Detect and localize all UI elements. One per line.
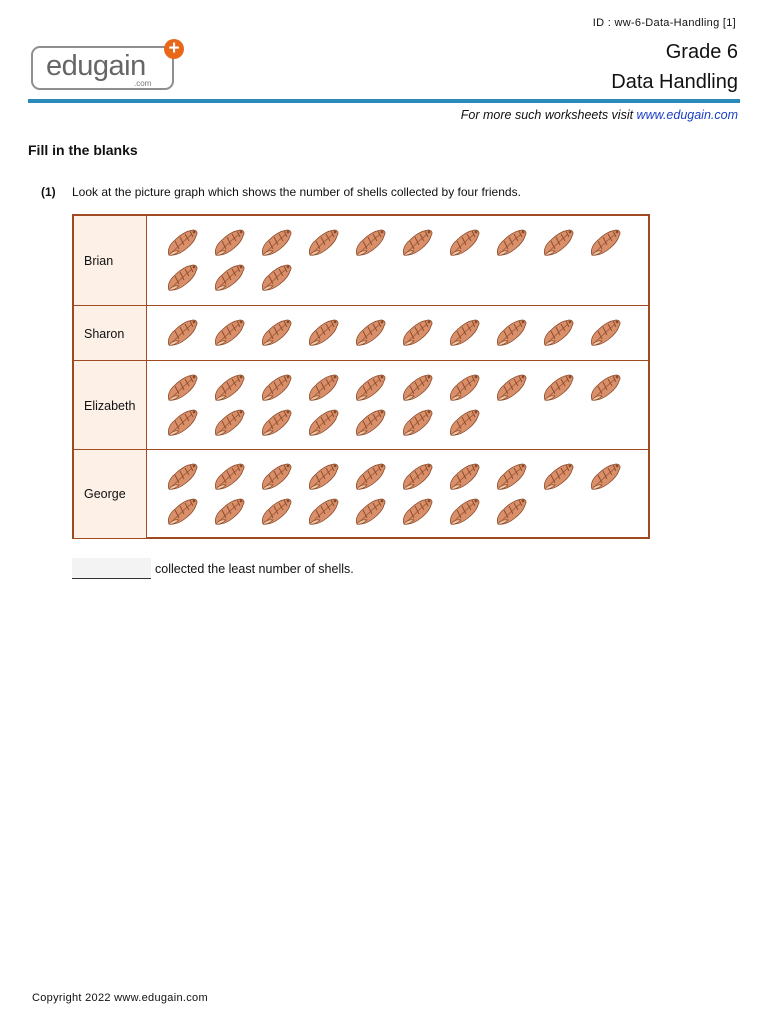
edugain-link[interactable]: www.edugain.com (636, 108, 738, 122)
graph-row-george (74, 449, 648, 538)
shell-icon (400, 373, 434, 403)
shell-icon (588, 228, 622, 258)
shell-icon (541, 373, 575, 403)
shell-icon (165, 263, 199, 293)
question-number: (1) (41, 185, 56, 199)
row-label: George (74, 450, 147, 538)
shell-icon (165, 373, 199, 403)
shell-icon (494, 497, 528, 527)
shell-icon (259, 462, 293, 492)
shell-icon (259, 318, 293, 348)
subject-title: Data Handling (611, 71, 738, 93)
shell-icon (447, 228, 481, 258)
shell-icon (212, 408, 246, 438)
shell-icon (306, 373, 340, 403)
shell-icon (353, 373, 387, 403)
shell-cell (148, 361, 648, 450)
row-label: Elizabeth (74, 361, 147, 450)
shell-icon (353, 497, 387, 527)
shell-icon (306, 318, 340, 348)
shell-icon (447, 497, 481, 527)
shell-icon (541, 228, 575, 258)
logo-suffix: .com (134, 79, 152, 88)
row-label: Brian (74, 216, 147, 305)
shell-icon (588, 373, 622, 403)
shell-icon (588, 318, 622, 348)
shell-icon (306, 228, 340, 258)
graph-row-elizabeth (74, 360, 648, 450)
shell-icon (588, 462, 622, 492)
shell-icon (494, 228, 528, 258)
shell-icon (353, 462, 387, 492)
picture-graph (72, 214, 650, 539)
answer-blank-input[interactable] (72, 558, 151, 579)
edugain-logo[interactable] (31, 38, 180, 90)
answer-sentence: collected the least number of shells. (155, 562, 354, 576)
shell-cell (148, 216, 648, 305)
shell-icon (259, 408, 293, 438)
question-text: Look at the picture graph which shows the number of shells collected by four friends. (72, 185, 521, 199)
shell-icon (165, 408, 199, 438)
shell-icon (494, 462, 528, 492)
more-prefix: For more such worksheets visit (460, 108, 637, 122)
shell-icon (212, 318, 246, 348)
grade-title: Grade 6 (665, 41, 738, 63)
header-divider (28, 99, 740, 103)
shell-icon (400, 228, 434, 258)
shell-icon (353, 408, 387, 438)
shell-icon (259, 263, 293, 293)
shell-icon (165, 497, 199, 527)
shell-icon (447, 408, 481, 438)
shell-icon (212, 497, 246, 527)
shell-icon (400, 462, 434, 492)
shell-icon (494, 318, 528, 348)
row-label: Sharon (74, 306, 147, 361)
shell-icon (165, 228, 199, 258)
plus-icon: + (164, 39, 184, 59)
graph-row-brian (74, 216, 648, 305)
more-worksheets-note (461, 108, 738, 122)
shell-icon (212, 263, 246, 293)
shell-icon (259, 497, 293, 527)
shell-icon (494, 373, 528, 403)
shell-icon (447, 462, 481, 492)
shell-icon (541, 462, 575, 492)
shell-icon (259, 373, 293, 403)
shell-cell (148, 306, 648, 361)
shell-icon (353, 228, 387, 258)
shell-icon (306, 497, 340, 527)
shell-icon (400, 408, 434, 438)
shell-icon (447, 373, 481, 403)
logo-text: edugain (46, 50, 146, 82)
shell-icon (259, 228, 293, 258)
shell-icon (400, 318, 434, 348)
copyright: Copyright 2022 www.edugain.com (32, 992, 208, 1004)
shell-icon (165, 462, 199, 492)
shell-icon (212, 228, 246, 258)
shell-icon (353, 318, 387, 348)
shell-icon (165, 318, 199, 348)
shell-cell (148, 450, 648, 538)
shell-icon (306, 462, 340, 492)
graph-row-sharon (74, 305, 648, 361)
shell-icon (541, 318, 575, 348)
shell-icon (306, 408, 340, 438)
section-title: Fill in the blanks (28, 142, 138, 158)
shell-icon (447, 318, 481, 348)
shell-icon (400, 497, 434, 527)
shell-icon (212, 462, 246, 492)
document-id: ID : ww-6-Data-Handling [1] (592, 17, 736, 29)
shell-icon (212, 373, 246, 403)
